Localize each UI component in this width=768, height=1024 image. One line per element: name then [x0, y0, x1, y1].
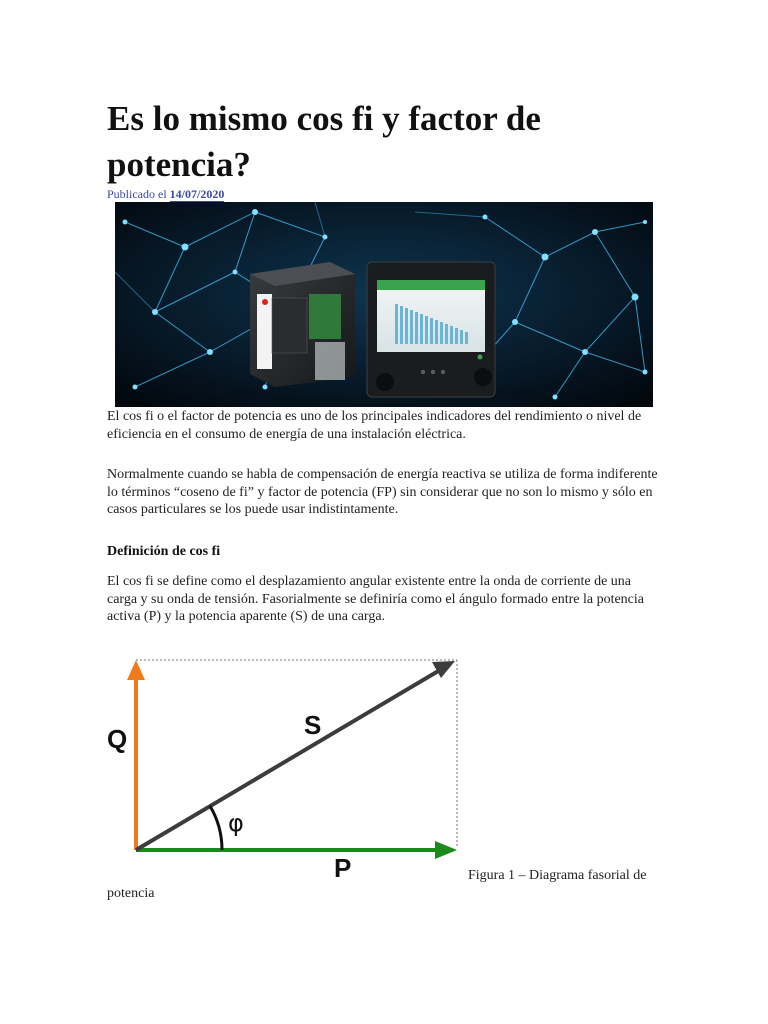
- s-label: S: [304, 710, 322, 740]
- q-label: Q: [107, 724, 128, 754]
- s-arrowhead: [432, 661, 455, 678]
- compensation-paragraph: Normalmente cuando se habla de compensación de energía reactiva se utiliza de forma indiferente lo términos “coseno de fi” y factor de potencia (FP) sin considerar que no son lo mismo y sólo en casos particulares se los puede usar indistintamente.: [107, 467, 658, 517]
- phi-label: φ: [228, 809, 244, 837]
- s-vector: [136, 670, 440, 850]
- phi-angle-arc: [210, 806, 222, 850]
- publication-info: [107, 187, 224, 202]
- phasor-diagram: [105, 648, 465, 878]
- figure-caption: Figura 1 – Diagrama fasorial de: [468, 868, 647, 883]
- definition-paragraph: El cos fi se define como el desplazamiento angular existente entre la onda de corriente de una carga y su onda de tensión. Fasorialmente se definiría como el ángulo formado entre la potencia activa (P) y la potencia aparente (S) de una carga.: [107, 574, 645, 624]
- section-heading: Definición de cos fi: [107, 544, 221, 559]
- article-title: Es lo mismo cos fi y factor de potencia?: [107, 99, 541, 184]
- intro-paragraph: El cos fi o el factor de potencia es uno de los principales indicadores del rendimiento o nivel de eficiencia en el consumo de energía de una instalación eléctrica.: [107, 409, 642, 442]
- published-prefix: Publicado el: [107, 187, 170, 201]
- hero-image: [115, 202, 653, 407]
- figure-caption-continued: potencia: [107, 886, 155, 901]
- p-label: P: [334, 853, 352, 878]
- q-arrowhead: [127, 660, 145, 680]
- display-screen-icon: [367, 262, 495, 397]
- power-meter-icon: [250, 262, 355, 387]
- p-arrowhead: [435, 841, 457, 859]
- published-date-link[interactable]: 14/07/2020: [169, 187, 225, 201]
